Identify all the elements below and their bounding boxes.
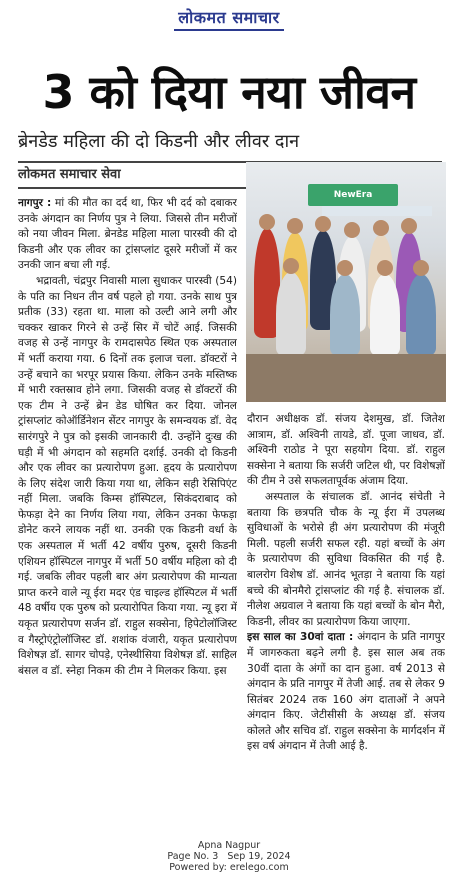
subsection-heading: इस साल का 30वां दाता : — [247, 631, 354, 644]
photo-foreground — [246, 354, 446, 402]
footer-publication: Apna Nagpur — [197, 840, 261, 851]
byline: लोकमत समाचार सेवा — [18, 161, 442, 189]
article-column-left — [18, 196, 237, 836]
article-paragraph: दौरान अधीक्षक डॉ. संजय देशमुख, डॉ. जितेश आत्राम, डॉ. अश्विनी तायडे, डॉ. पूजा जाधव, डॉ. अश्विनी राठोड ने पूरा सहयोग दिया. डॉ. राहुल सक्सेना ने बताया कि सर्जरी जटिल थी, पर विशेषज्ञों की टीम ने उसे सफलतापूर्वक अंजाम दिया. — [247, 413, 445, 488]
footer-powered-by: Powered by: erelego.com — [169, 862, 289, 873]
article-paragraph: इस साल का 30वां दाता : अंगदान के प्रति नागपुर में जागरुकता बढ़ने लगी है. इस साल अब तक 30वीं दाता के अंगों का दान हुआ. वर्ष 2013 से अंगदान के प्रति नागपुर में तेजी आई. तब से लेकर 9 सितंबर 2024 तक 160 अंग दाताओं ने अपने अंगदान किए. जेटीसीसी के अध्यक्ष डॉ. संजय कोलते और सचिव डॉ. राहुल सक्सेना के मार्गदर्शन में इस वर्ष अंगदान में तेजी आई है. — [247, 631, 445, 753]
dateline: नागपुर : — [18, 197, 52, 209]
photo-banner: NewEra — [308, 184, 398, 206]
news-photo — [246, 162, 446, 402]
page-footer — [0, 840, 458, 873]
article-paragraph: अस्पताल के संचालक डॉ. आनंद संचेती ने बताया कि छत्रपति चौक के न्यू ईरा में उपलब्ध सुविधाओं के भरोसे ही अंग प्रत्यारोपण की मंजूरी मिली. पहली सर्जरी सफल रही. यहां बच्चों के अंग के प्रत्यारोपण की सुविधा विकसित की गई है. बालरोग विशेष डॉ. आनंद भूतड़ा ने बताया कि यहां बच्चे की बोनमैरो ट्रांसप्लांट की गई है. संचालक डॉ. नीलेश अग्रवाल ने बताया कि यहां बच्चों के बोन मैरो, किडनी, लीवर का प्रत्यारोपण किया जाएगा. — [247, 490, 445, 628]
headline: 3 को दिया नया जीवन — [42, 65, 416, 119]
article-paragraph: नागपुर : मां की मौत का दर्द था, फिर भी दर्द को दबाकर उनके अंगदान का निर्णय पुत्र ने लिया. जिससे तीन मरीजों को नया जीवन मिला. ब्रेनडेड महिला माला पारस्वी की दो किडनी और एक लीवर का ट्रांसप्लांट दूसरे मरीजों में कर उनकी जान बचा ली गई. — [18, 197, 237, 272]
masthead — [0, 6, 458, 32]
masthead-title: लोकमत समाचार — [174, 6, 283, 31]
article-paragraph: भद्रावती, चंद्रपुर निवासी माला सुधाकर पारस्वी (54) के पति का निधन तीन वर्ष पहले हो गया. उनके साथ पुत्र प्रतीक (33) रहता था. माला को उल्टी आने लगी और चक्कर खाकर गिरने से उन्हें सिर में चोटें आई. जिसकी वजह से उन्हें नागपुर के रामदासपेठ स्थित एक अस्पताल में भर्ती कराया गया. 6 दिनों तक इलाज चला. डॉक्टरों ने उन्हें बचाने का भरपूर प्रयास किया. लेकिन उनके मस्तिष्क में भारी रक्तस्राव होने लगा. जिसकी वजह से डॉक्टरों की एक टीम ने उन्हें ब्रेन डेड घोषित कर दिया. जोनल ट्रांसप्लांट कोऑर्डिनेशन सेंटर नागपुर के समन्वयक डॉ. वेद सारंगपुरे ने पुत्र को इसकी जानकारी दी. उन्होंने दुःख की घड़ी में भी अंगदान को सहमति दर्शाई. उनकी दो किडनी और एक लीवर का प्रत्यारोपण हुआ. हृदय के प्रत्यारोपण के लिए संदेश जारी किया गया था, लेकिन सही रेसिपिएंट नहीं मिला. जबकि किम्स हॉस्पिटल, सिकंदराबाद को फेफड़ा देने का निर्णय लिया गया, लेकिन उनका फेफड़ा डोनेट करने लायक नहीं था. उनकी एक किडनी वर्धा के एक अस्पताल में भर्ती 42 वर्षीय पुरुष, दूसरी किडनी एशियन हॉस्पिटल नागपुर में भर्ती 50 वर्षीय महिला को दी गई. जबकि लीवर पहली बार अंग प्रत्यारोपण की मान्यता प्राप्त करने वाले न्यू ईरा मदर एंड चाइल्ड हॉस्पिटल में भर्ती 48 वर्षीय एक पुरुष को प्रत्यारोपित किया गया. न्यू इरा में यकृत प्रत्यारोपण सर्जन डॉ. राहुल सक्सेना, हिपेटोलॉजिस्ट व गैस्ट्रोएंट्रोलॉजिस्ट डॉ. शशांक वंजारी, यकृत प्रत्यारोपण विशेषज्ञ डॉ. सागर चोपड़े, एनेस्थीसिया विशेषज्ञ डॉ. साहिल बंसल व डॉ. स्नेहा निकम की टीम ने मिलकर किया. इस — [18, 274, 237, 677]
footer-page-date: Page No. 3 Sep 19, 2024 — [167, 851, 291, 862]
subheadline: ब्रेनडेड महिला की दो किडनी और लीवर दान — [18, 131, 300, 152]
article-column-right — [247, 412, 445, 836]
